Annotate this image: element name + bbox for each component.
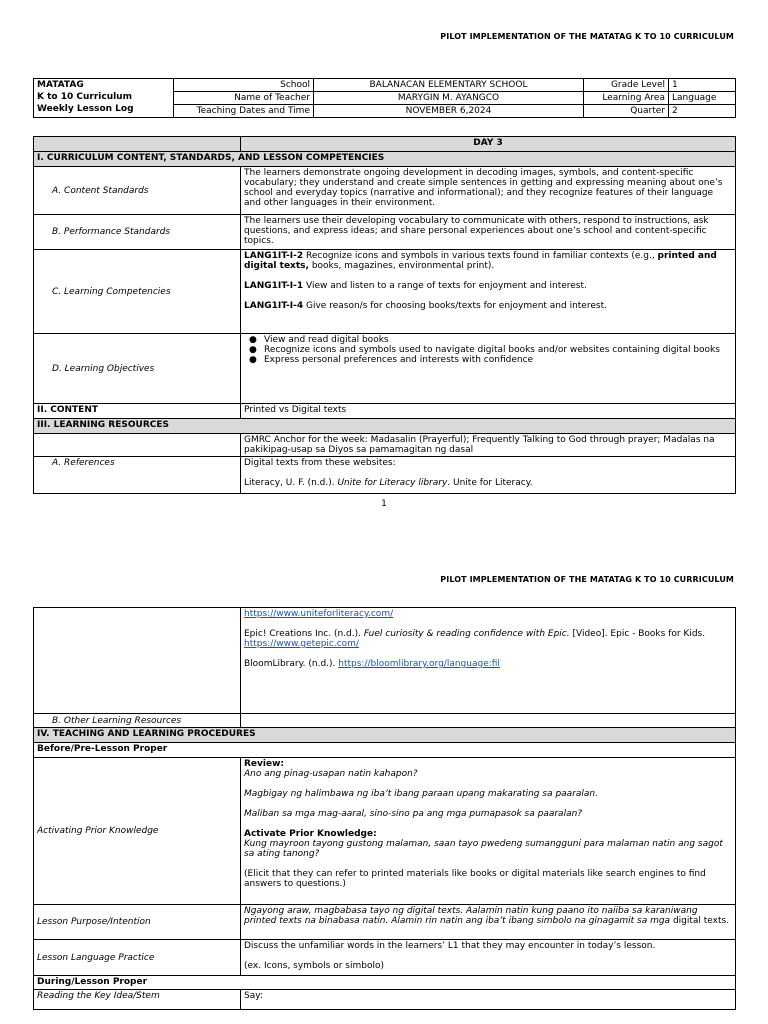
objectives-label: D. Learning Objectives: [34, 334, 241, 404]
page-header: PILOT IMPLEMENTATION OF THE MATATAG K TO 10 CURRICULUM: [440, 32, 734, 41]
dates-value: NOVEMBER 6,2024: [314, 105, 584, 118]
section-procedures: IV. TEACHING AND LEARNING PROCEDURES: [34, 728, 736, 743]
competencies-cell: [241, 250, 736, 334]
section-resources: III. LEARNING RESOURCES: [34, 419, 736, 434]
info-table: [33, 78, 736, 118]
section-content: II. CONTENT: [34, 404, 241, 419]
grade-level-label: Grade Level: [584, 79, 669, 92]
unite-for-literacy-link[interactable]: https://www.uniteforliteracy.com/: [244, 609, 394, 619]
reading-key-idea-text: Say:: [241, 990, 736, 1010]
content-standards-label: A. Content Standards: [34, 167, 241, 215]
lesson-table-page2: [33, 607, 736, 1010]
teacher-value: MARYGIN M. AYANGCO: [314, 92, 584, 105]
getepic-link[interactable]: https://www.getepic.com/: [244, 639, 359, 649]
bloomlibrary-link[interactable]: https://bloomlibrary.org/language:fil: [338, 659, 500, 669]
review-question: Magbigay ng halimbawa ng iba’t ibang paraan upang makarating sa paaralan.: [244, 789, 598, 799]
objective-item: ● Express personal preferences and interests with confidence: [244, 355, 732, 365]
objective-item: ● Recognize icons and symbols used to navigate digital books and/or websites containing digital books: [244, 345, 732, 355]
lesson-table-page1: [33, 136, 736, 494]
apk-note: (Elicit that they can refer to printed materials like books or digital materials like search engines to find answers to questions.): [244, 869, 706, 889]
lesson-purpose-label: Lesson Purpose/Intention: [34, 905, 241, 940]
dates-label: Teaching Dates and Time: [174, 105, 314, 118]
gmrc-anchor: GMRC Anchor for the week: Madasalin (Prayerful); Frequently Talking to God through prayer; Madalas na pakikipag-usap sa Diyos sa pamamagitan ng dasal: [241, 434, 736, 457]
reference-2: Epic! Creations Inc. (n.d.). Fuel curiosity & reading confidence with Epic. [Video]. Epic - Books for Kids. https://www.getepic.com/: [244, 629, 706, 649]
review-question: Ano ang pinag-usapan natin kahapon?: [244, 769, 418, 779]
reference-1: Literacy, U. F. (n.d.). Unite for Literacy library. Unite for Literacy.: [244, 478, 533, 488]
learning-area-value: Language: [669, 92, 736, 105]
day-header: DAY 3: [241, 137, 736, 152]
quarter-value: 2: [669, 105, 736, 118]
content-standards-text: The learners demonstrate ongoing development in decoding images, symbols, and content-specific vocabulary; they understand and create simple sentences in getting and expressing meaning about one’s school and everyday topics (narrative and informational); and they recognize features of their language and other languages in their environment.: [241, 167, 736, 215]
lesson-purpose-text: Ngayong araw, magbabasa tayo ng digital texts. Aalamin natin kung paano ito naiiba sa karaniwang printed texts na binabasa natin. Alamin rin natin ang iba’t ibang simbolo na ginagamit sa mga digital texts.: [241, 905, 736, 940]
review-question: Maliban sa mga mag-aaral, sino-sino pa ang mga pumapasok sa paaralan?: [244, 809, 583, 819]
competency-1: LANG1IT-I-2 Recognize icons and symbols in various texts found in familiar contexts (e.g., printed and digital texts, books, magazines, environmental print).: [244, 251, 717, 271]
performance-standards-label: B. Performance Standards: [34, 215, 241, 250]
objectives-cell: [241, 334, 736, 404]
during-lesson-label: During/Lesson Proper: [34, 976, 736, 990]
learning-area-label: Learning Area: [584, 92, 669, 105]
references-continued: [241, 608, 736, 714]
language-practice-label: Lesson Language Practice: [34, 940, 241, 976]
apk-question: Kung mayroon tayong gustong malaman, saan tayo pwedeng sumangguni para malaman natin ang sagot sa ating tanong?: [244, 839, 723, 859]
language-practice-cell: Discuss the unfamiliar words in the learners’ L1 that they may encounter in today’s lesson. (ex. Icons, symbols or simbolo): [241, 940, 736, 976]
quarter-label: Quarter: [584, 105, 669, 118]
lesson-log-title: MATATAG K to 10 Curriculum Weekly Lesson Log: [34, 79, 174, 118]
page-number: 1: [381, 499, 387, 509]
reference-3: BloomLibrary. (n.d.). https://bloomlibrary.org/language:fil: [244, 659, 500, 669]
reading-key-idea-label: Reading the Key Idea/Stem: [34, 990, 241, 1010]
references-label: A. References: [34, 457, 241, 494]
references-intro: Digital texts from these websites:: [244, 458, 396, 468]
references-cell: [241, 457, 736, 494]
review-heading: Review:: [244, 759, 285, 769]
grade-level-value: 1: [669, 79, 736, 92]
page-header-2: PILOT IMPLEMENTATION OF THE MATATAG K TO 10 CURRICULUM: [440, 575, 734, 584]
performance-standards-text: The learners use their developing vocabulary to communicate with others, respond to instructions, ask questions, and express ideas; and share personal experiences about one’s school and content-specific topics.: [241, 215, 736, 250]
objective-item: ● View and read digital books: [244, 335, 732, 345]
section-curriculum: I. CURRICULUM CONTENT, STANDARDS, AND LESSON COMPETENCIES: [34, 152, 736, 167]
content-text: Printed vs Digital texts: [241, 404, 736, 419]
competencies-label: C. Learning Competencies: [34, 250, 241, 334]
school-value: BALANACAN ELEMENTARY SCHOOL: [314, 79, 584, 92]
activating-prior-knowledge-label: Activating Prior Knowledge: [34, 758, 241, 905]
before-lesson-label: Before/Pre-Lesson Proper: [34, 743, 736, 758]
competency-3: LANG1IT-I-4 Give reason/s for choosing books/texts for enjoyment and interest.: [244, 301, 607, 311]
competency-2: LANG1IT-I-1 View and listen to a range of texts for enjoyment and interest.: [244, 281, 587, 291]
apk-heading: Activate Prior Knowledge:: [244, 829, 377, 839]
school-label: School: [174, 79, 314, 92]
other-resources-label: B. Other Learning Resources: [34, 714, 241, 728]
activating-prior-knowledge-cell: [241, 758, 736, 905]
teacher-label: Name of Teacher: [174, 92, 314, 105]
